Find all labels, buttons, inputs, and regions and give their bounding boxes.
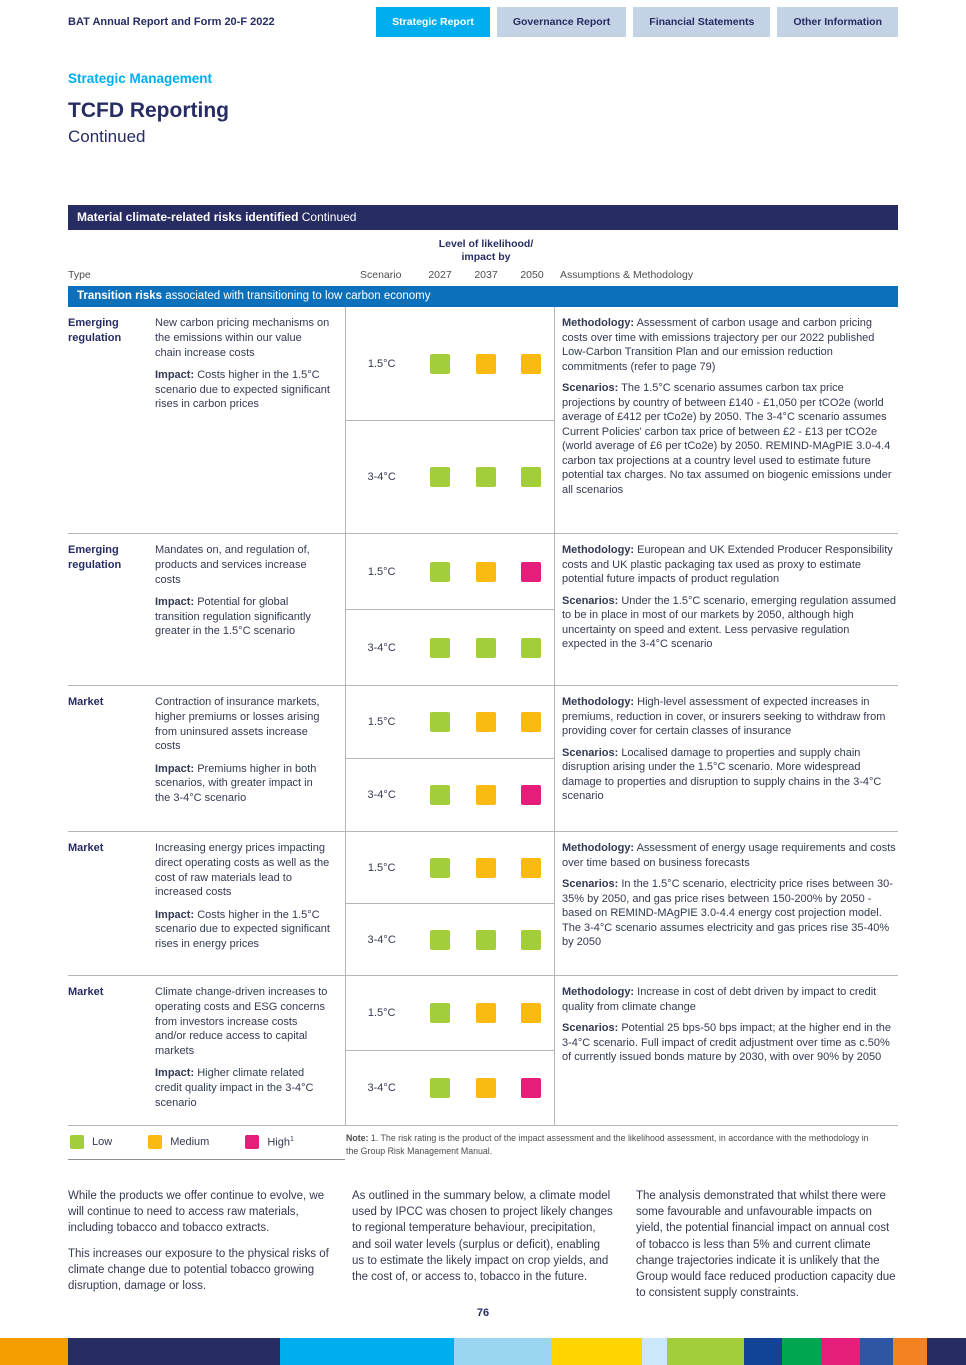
rating-square [430,712,450,732]
rating-square [476,1003,496,1023]
rating-square [521,712,541,732]
risk-description-text: Climate change-driven increases to operating costs and ESG concerns from investors increase costs and/or reduce access to capital markets [155,986,328,1057]
risk-description [150,686,345,831]
footer-color-stripe [0,1338,966,1365]
scenario-label: 1.5°C [367,716,396,729]
rating-square [521,1003,541,1023]
stripe-segment [642,1338,666,1365]
col-header-scenario: Scenario [360,269,402,282]
high-rating-swatch [245,1135,259,1149]
rating-square [521,930,541,950]
scenario-label: 3-4°C [367,641,396,654]
scenario-1-5 [346,307,554,421]
scenarios-text: Scenarios: Potential 25 bps-50 bps impact; at the higher end in the 3-4°C scenario. Full impact of credit adjustment over time as c.50% of currently issued bonds mature by 2030, with over 90% by 2050 [562,1022,891,1064]
years-row [345,269,555,281]
section-label: Strategic Management [68,71,213,86]
table-row [68,307,898,533]
risk-scenarios [345,686,555,831]
risk-scenarios [345,832,555,975]
scenario-label: 1.5°C [367,861,396,874]
risk-description-text: New carbon pricing mechanisms on the emissions within our value chain increase costs [155,317,330,359]
likelihood-header: Level of likelihood/ impact by [438,238,534,264]
stripe-segment [454,1338,551,1365]
footnote: Note: 1. The risk rating is the product of the impact assessment and the likelihood assessment, in accordance with the methodology in the Group Risk Management Manual. [346,1133,869,1156]
col-header-type: Type [68,269,91,282]
risk-description [150,307,345,533]
rating-square [521,858,541,878]
page-number: 76 [476,1307,490,1319]
tab-financial-statements[interactable]: Financial Statements [633,7,770,37]
table-row [68,831,898,975]
legend-item-low: Low [70,1135,112,1149]
stripe-segment [68,1338,281,1365]
risk-assumptions [555,832,898,975]
rating-square [430,858,450,878]
scenario-label: 3-4°C [367,1082,396,1095]
scenario-3-4 [346,1051,554,1125]
rating-square [476,467,496,487]
risk-description-text: Mandates on, and regulation of, products and services increase costs [155,544,310,586]
table-column-headers [68,230,898,286]
risk-description [150,976,345,1125]
col-header-year-2037: 2037 [474,269,498,282]
impact-text: Impact: Potential for global transition regulation significantly greater in the 1.5°C scenario [155,596,311,638]
methodology-text: Methodology: Assessment of energy usage requirements and costs over time based on business forecasts [562,842,896,869]
table-title: Material climate-related risks identified [77,210,299,224]
scenario-label: 1.5°C [367,1007,396,1020]
stripe-segment [893,1338,927,1365]
risk-type: Emerging regulation [68,544,122,571]
methodology-text: Methodology: European and UK Extended Producer Responsibility costs and UK plastic packaging tax used as proxy to estimate potential future impacts of product regulation [562,544,893,586]
scenarios-text: Scenarios: In the 1.5°C scenario, electricity price rises between 30-35% by 2050, and gas price rises between 150-200% by 2050 - based on REMIND-MAgPIE 3.0-4.4 energy cost projection model. The 3-4°C scenario assumes electricity and gas prices rise 35-40% by 2050 [562,878,893,949]
scenario-label: 1.5°C [367,565,396,578]
scenarios-text: Scenarios: Localised damage to properties and supply chain disruption arising under the 1.5°C scenario. More widespread damage to properties and disruption to supply chains in the 3-4°C scenario [562,746,882,803]
rating-square [476,638,496,658]
risk-assumptions [555,686,898,831]
scenario-1-5 [346,686,554,759]
risk-assumptions [555,534,898,685]
rating-square [521,562,541,582]
top-bar [0,0,966,37]
rating-square [521,1078,541,1098]
tab-other-information[interactable]: Other Information [777,7,898,37]
impact-text: Impact: Costs higher in the 1.5°C scenario due to expected significant rises in energy prices [155,908,330,950]
rating-square [430,1078,450,1098]
stripe-segment [0,1338,68,1365]
risk-assumptions [555,976,898,1125]
risk-description [150,534,345,685]
low-rating-swatch [70,1135,84,1149]
impact-text: Impact: Premiums higher in both scenarios, with greater impact in the 3-4°C scenario [155,762,317,804]
legend-row [68,1125,898,1160]
risk-description-text: Increasing energy prices impacting direct operating costs as well as the cost of raw materials lead to increased costs [155,842,330,899]
table-row [68,533,898,685]
medium-rating-swatch [148,1135,162,1149]
scenario-3-4 [346,904,554,975]
table-title-bar [68,205,898,230]
bottom-column-3: The analysis demonstrated that whilst there were some favourable and unfavourable impacts on yield, the potential financial impact on annual cost of tobacco is less than 5% and current climate change trajectories indicate it is unlikely that the Group would face reduced production capacity due to consistent supply constraints. [636,1190,896,1299]
rating-square [430,354,450,374]
rating-square [521,467,541,487]
rating-square [476,930,496,950]
section-tabs [376,0,898,37]
stripe-segment [782,1338,821,1365]
tab-strategic-report[interactable]: Strategic Report [376,7,490,37]
scenario-1-5 [346,832,554,904]
rating-square [476,712,496,732]
stripe-segment [280,1338,454,1365]
risk-type: Market [68,986,104,999]
risk-scenarios [345,307,555,533]
rating-square [430,638,450,658]
rating-square [476,858,496,878]
stripe-segment [860,1338,894,1365]
col-header-year-2027: 2027 [428,269,452,282]
transition-risks-section-bar [68,286,898,307]
col-header-assumptions: Assumptions & Methodology [560,269,694,282]
table-row [68,975,898,1125]
legend-item-medium: Medium [148,1135,209,1149]
rating-square [430,1003,450,1023]
scenario-1-5 [346,976,554,1051]
table-title-continued: Continued [298,210,357,224]
scenario-label: 3-4°C [367,471,396,483]
scenario-3-4 [346,759,554,831]
rating-square [521,785,541,805]
stripe-segment [667,1338,744,1365]
rating-square [476,562,496,582]
table-row [68,685,898,831]
scenario-label: 1.5°C [367,357,396,370]
methodology-text: Methodology: Assessment of carbon usage and carbon pricing costs over time with emissions trajectory per our 2022 published Low-Carbon Transition Plan and our emission reduction commitments (refer to page 79) [562,317,875,373]
legend-item-high: High$^1$ [245,1135,294,1149]
impact-text: Impact: Higher climate related credit quality impact in the 3-4°C scenario [155,1067,314,1109]
rating-square [476,785,496,805]
section-bar-title: Transition risks [77,290,163,303]
impact-text: Impact: Costs higher in the 1.5°C scenario due to expected significant rises in carbon prices [155,369,330,411]
bottom-column-2: As outlined in the summary below, a climate model used by IPCC was chosen to project likely changes to regional temperature behaviour, precipitation, and soil water levels (surplus or deficit), enabling us to estimate the likely impact on crop yields, and the cost of, or access to, tobacco in the future. [352,1190,613,1283]
climate-risks-table [68,205,898,1160]
scenario-1-5 [346,534,554,610]
risk-scenarios [345,534,555,685]
bottom-column-1: While the products we offer continue to evolve, we will continue to need to access raw materials, including tobacco and tobacco extracts. This increases our exposure to the physical risks of climate change due to potential tobacco growing disruption, damage or loss. [68,1190,329,1292]
rating-square [430,562,450,582]
methodology-text: Methodology: High-level assessment of expected increases in premiums, reduction in cover, or insurers seeking to withdraw from providing cover for certain classes of insurance [562,696,886,738]
report-title: BAT Annual Report and Form 20-F 2022 [68,16,275,28]
page-subtitle: Continued [68,127,146,146]
col-header-scenario-group [345,238,555,281]
scenarios-text: Scenarios: Under the 1.5°C scenario, emerging regulation assumed to be in place in most of our markets by 2050, although high uncertainty on speed and extent. Less pervasive regulation expected in the 3-4°C scenario [562,594,896,651]
bottom-text-columns [68,1188,898,1301]
risk-scenarios [345,976,555,1125]
legend [68,1126,345,1160]
rating-square [430,930,450,950]
risk-assumptions [555,307,898,533]
rating-square [430,785,450,805]
stripe-segment [744,1338,783,1365]
section-bar-description: associated with transitioning to low carbon economy [162,290,431,303]
page-title: TCFD Reporting [68,99,229,122]
rating-square [521,638,541,658]
stripe-segment [551,1338,643,1365]
risk-description [150,832,345,975]
scenario-3-4 [346,421,554,534]
stripe-segment [821,1338,860,1365]
risk-type: Market [68,696,104,709]
scenario-3-4 [346,610,554,685]
rating-square [430,467,450,487]
risk-description-text: Contraction of insurance markets, higher premiums or losses arising from uninsured assets increase costs [155,696,320,753]
scenarios-text: Scenarios: The 1.5°C scenario assumes carbon tax price projections by country of between £140 - £1,050 per tCO2e (world average of £412 per tCo2e) by 2050. The 3-4°C scenario assumes Current Policies' carbon tax price of between £2 - £13 per tCO2e (world average of £6 per tCo2e) by 2050. REMIND-MAgPIE 3.0-4.4 carbon tax projections at a country level used to estimate future potential tax charges. No tax assumed on biogenic emissions under all scenarios [562,382,892,496]
col-header-year-2050: 2050 [520,269,544,282]
tab-governance-report[interactable]: Governance Report [497,7,626,37]
scenario-label: 3-4°C [367,933,396,946]
rating-square [476,1078,496,1098]
risk-type: Market [68,842,104,855]
stripe-segment [927,1338,966,1365]
scenario-label: 3-4°C [367,789,396,802]
rating-square [521,354,541,374]
risk-type: Emerging regulation [68,317,122,344]
methodology-text: Methodology: Increase in cost of debt driven by impact to credit quality from climate change [562,986,877,1013]
rating-square [476,354,496,374]
